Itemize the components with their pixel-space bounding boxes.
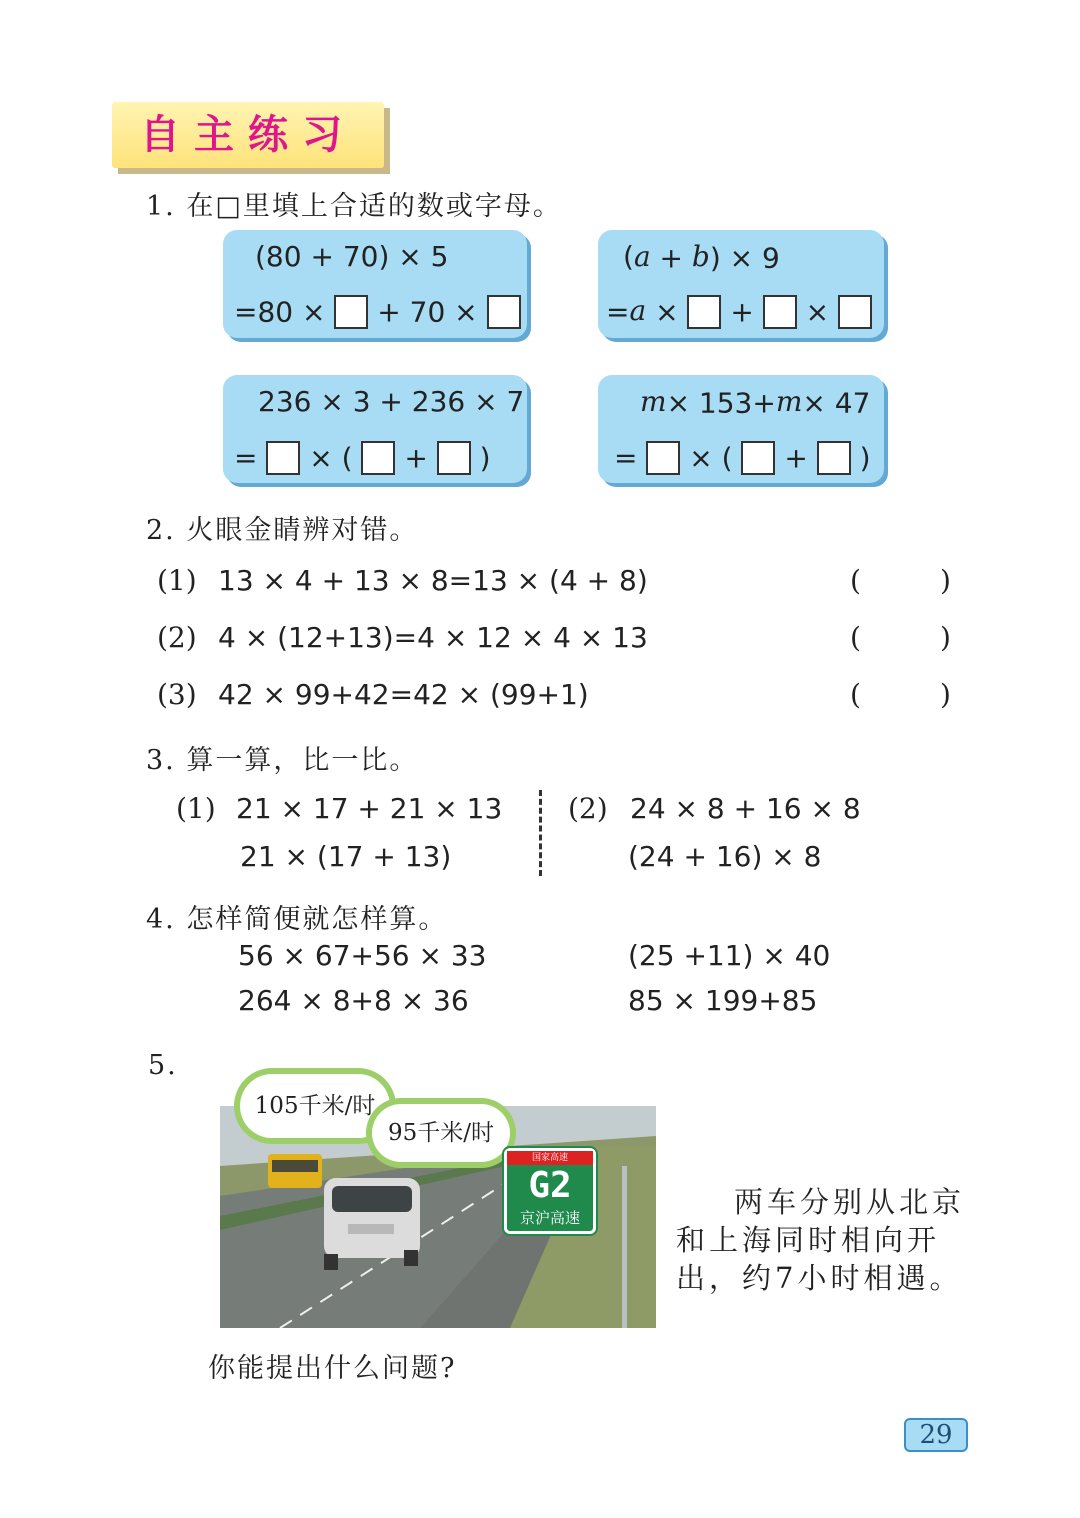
sign-route-name: 京沪高速 [519,1209,580,1227]
q2-item-3-open: ( [850,678,861,711]
times-paren: × ( [309,441,353,475]
q3-left-expr-a: 21 × 17 + 21 × 13 [236,792,503,825]
card-4-line-2 [614,440,871,475]
q3-right-expr-a: 24 × 8 + 16 × 8 [630,792,861,825]
card-4-mid: × 153+ [666,386,776,420]
plus-sign: + [650,241,692,275]
q3-left-number: (1) [176,792,216,825]
q2-item-2-answer[interactable] [868,623,936,655]
q4-expr-2: (25 +11) × 40 [628,939,831,972]
q2-item-3-number: (3) [157,678,197,711]
q3-right-number: (2) [568,792,608,825]
var-a: a [633,240,651,273]
card-4-line-1 [640,385,870,420]
close-paren: ) [859,441,871,475]
equals-sign: = [606,295,630,329]
q4-expr-1: 56 × 67+56 × 33 [238,939,487,972]
story-line-2: 和上海同时相向开 [676,1223,941,1257]
dashed-divider [539,790,542,876]
card-3-line-1: 236 × 3 + 236 × 7 [258,385,525,418]
var-m: m [775,385,803,418]
var-a: a [629,294,647,327]
equals-sign: = [234,441,258,475]
card-4-end: × 47 [802,386,871,420]
sign-header: 国家高速 [507,1151,593,1165]
q2-item-1-answer[interactable] [868,566,936,598]
q2-item-3-expr: 42 × 99+42=42 × (99+1) [218,678,589,711]
question-1-title: 1. 在□里填上合适的数或字母。 [146,191,562,222]
card-1-line-1: (80 + 70) × 5 [255,240,449,273]
answer-box[interactable] [838,295,872,329]
answer-box[interactable] [361,441,395,475]
card-2-line-1: (a + b) × 9 [623,240,780,275]
times-sign: × [805,295,830,329]
story-line-1: 两车分别从北京 [734,1185,966,1219]
card-1-text-a: =80 × [234,295,326,329]
var-m: m [640,385,667,418]
answer-box[interactable] [487,295,521,329]
card-3-line-2 [234,440,491,475]
card-1-line-2 [234,294,521,329]
speed-bubble-bus: 105千米/时 [240,1074,390,1138]
card-2-line-2 [606,294,872,329]
sign-route-code: G2 [528,1165,572,1206]
plus-sign: + [730,295,754,329]
question-5-number: 5. [148,1050,178,1081]
q2-item-2-open: ( [850,621,861,654]
answer-box[interactable] [763,295,797,329]
q4-expr-3: 264 × 8+8 × 36 [238,984,469,1017]
q2-item-1-expr: 13 × 4 + 13 × 8=13 × (4 + 8) [218,564,648,597]
card-1-text-b: + 70 × [377,295,478,329]
q3-right-expr-b: (24 + 16) × 8 [628,840,822,873]
q4-expr-4: 85 × 199+85 [628,984,818,1017]
times-sign: × [655,295,679,329]
q2-item-3-answer[interactable] [868,680,936,712]
plus-sign: + [784,441,808,475]
q2-item-2-number: (2) [157,621,197,654]
var-b: b [691,240,710,273]
question-4-title: 4. 怎样简便就怎样算。 [146,904,448,935]
section-title: 自主练习 [140,112,356,158]
answer-box[interactable] [741,441,775,475]
q2-item-1-open: ( [850,564,861,597]
q2-item-2-close: ) [940,621,951,654]
g2-highway-sign [504,1148,596,1234]
story-line-3: 出，约7小时相遇。 [676,1261,963,1295]
page-number: 29 [919,1420,953,1450]
card-2-rest: ) × 9 [709,241,780,275]
q2-item-1-number: (1) [157,564,197,597]
answer-box[interactable] [687,295,721,329]
q5-question: 你能提出什么问题? [208,1353,457,1384]
equals-sign: = [614,441,638,475]
q2-item-2-expr: 4 × (12+13)=4 × 12 × 4 × 13 [218,621,648,654]
answer-box[interactable] [266,441,300,475]
close-paren: ) [479,441,491,475]
answer-box[interactable] [437,441,471,475]
speed-bubble-van: 95千米/时 [372,1104,510,1162]
question-3-title: 3. 算一算，比一比。 [146,745,419,776]
times-paren: × ( [689,441,733,475]
question-2-title: 2. 火眼金睛辨对错。 [146,515,419,546]
answer-box[interactable] [334,295,368,329]
answer-box[interactable] [646,441,680,475]
plus-sign: + [404,441,428,475]
q3-left-expr-b: 21 × (17 + 13) [240,840,452,873]
answer-box[interactable] [817,441,851,475]
q2-item-3-close: ) [940,678,951,711]
q2-item-1-close: ) [940,564,951,597]
